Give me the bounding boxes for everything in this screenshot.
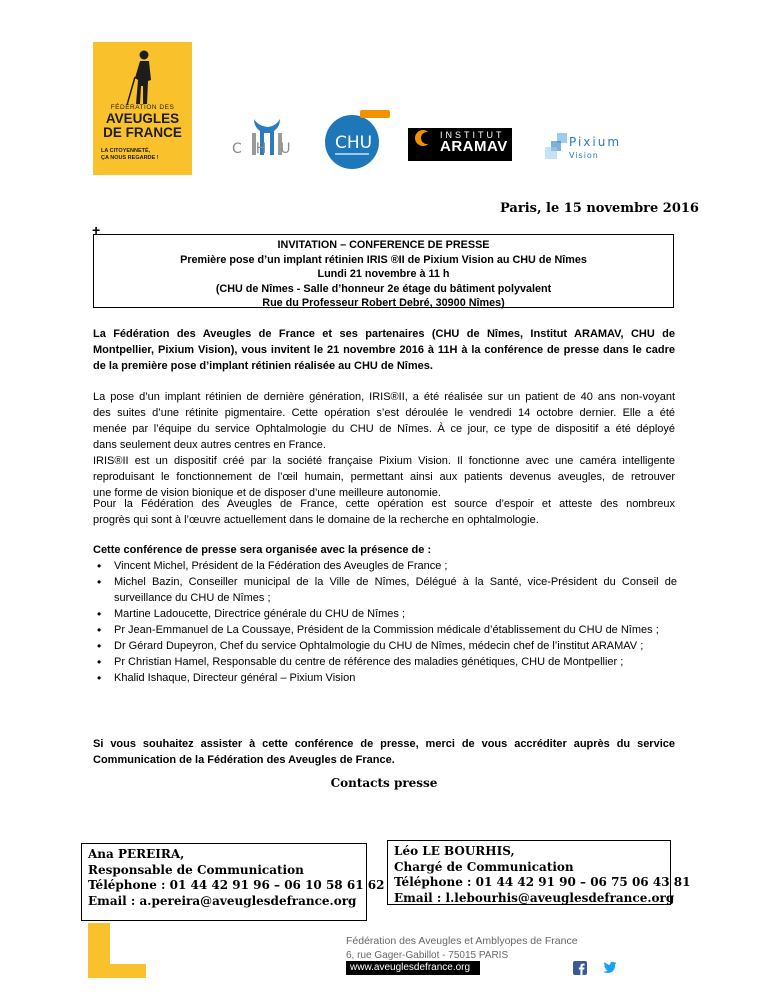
list-item: • Michel Bazin, Conseiller municipal de la Ville de Nîmes, Délégué à la Santé, vice-Président du Conseil de surveillance du CHU de Nîmes ; <box>93 574 677 606</box>
aramav-logo: INSTITUT ARAMAV <box>408 128 512 161</box>
footer-logo-mark <box>88 964 146 978</box>
facebook-icon[interactable] <box>573 961 587 975</box>
contact-role: Chargé de Communication <box>394 859 574 874</box>
svg-text:CHU: CHU <box>335 133 373 153</box>
participants-section <box>93 542 677 686</box>
contact-box-lebourhis <box>387 840 691 905</box>
contact-name: Ana PEREIRA, <box>88 847 185 861</box>
contact-name: Léo LE BOURHIS, <box>394 844 515 858</box>
svg-text:Vision: Vision <box>569 151 599 160</box>
list-item: • Khalid Ishaque, Directeur général – Pixium Vision <box>93 670 677 686</box>
fdaf-line1: FÉDÉRATION DES <box>110 104 175 111</box>
intro-paragraph: La Fédération des Aveugles de France et ses partenaires (CHU de Nîmes, Institut ARAMAV, CHU de Montpellier, Pixium Vision), vous invitent le 21 novembre 2016 à 11H à la conférence de presse dans le cadre de la première pose d’implant rétinien réalisée au CHU de Nîmes. <box>93 328 675 372</box>
contact-email[interactable]: Email : a.pereira@aveuglesdefrance.org <box>88 893 357 908</box>
blind-person-icon <box>125 50 161 106</box>
invitation-title: INVITATION – CONFERENCE DE PRESSE <box>277 239 490 251</box>
list-item: • Pr Christian Hamel, Responsable du centre de référence des maladies génétiques, CHU de Montpellier ; <box>93 654 677 670</box>
participants-heading: Cette conférence de presse sera organisée avec la présence de : <box>93 544 432 556</box>
invitation-address: Rue du Professeur Robert Debré, 30900 Nîmes) <box>262 297 505 309</box>
accreditation-paragraph: Si vous souhaitez assister à cette conférence de presse, merci de vous accréditer auprès du service Communication de la Fédération des Aveugles de France. <box>93 738 675 766</box>
list-item: • Dr Gérard Dupeyron, Chef du service Ophtalmologie du CHU de Nîmes, médecin chef de l’institut ARAMAV ; <box>93 638 677 654</box>
list-item: • Pr Jean-Emmanuel de La Coussaye, Président de la Commission médicale d’établissement du CHU de Nîmes ; <box>93 622 677 638</box>
contact-phone: Téléphone : 01 44 42 91 90 – 06 75 06 43 81 <box>394 875 691 889</box>
contact-box-pereira <box>81 843 385 921</box>
chu-montpellier-logo <box>314 108 393 170</box>
body-paragraph-2: Pour la Fédération des Aveugles de France, cette opération est source d’espoir et atteste des nombreux progrès qui sont à l’œuvre actuellement dans le domaine de la recherche en ophtalmologie. <box>93 498 675 526</box>
body-paragraph-1: La pose d’un implant rétinien de dernière génération, IRIS®II, a été réalisée sur un patient de 40 ans non-voyant des suites d’une rétinite pigmentaire. Cette opération s’est déroulée le vendredi 14 octobre dernier. Elle a été menée par l’équipe du service Ophtalmologie du CHU de Nîmes. À ce jour, ce type de dispositif a été déployé dans seulement deux autres centres en France. IRIS®II est un dispositif créé par la société française Pixium Vision. Il fonctionne avec une caméra intelligente reproduisant le fonctionnement de l’œil humain, permettant ainsi aux patients devenus aveugles, de retrouver une forme de vision bionique et de disposer d’une meilleure autonomie. <box>93 391 675 499</box>
plus-sign: + <box>92 222 101 238</box>
contacts-title: Contacts presse <box>330 776 438 790</box>
footer-website-link[interactable]: www.aveuglesdefrance.org <box>346 961 480 975</box>
contact-email[interactable]: Email : l.lebourhis@aveuglesdefrance.org <box>394 890 675 905</box>
invitation-subject: Première pose d’un implant rétinien IRIS ®II de Pixium Vision au CHU de Nîmes <box>180 253 587 266</box>
svg-text:Pixium: Pixium <box>569 135 622 149</box>
fdaf-logo <box>93 42 192 175</box>
document-date: Paris, le 15 novembre 2016 <box>500 201 699 216</box>
chu-nimes-logo <box>224 117 309 160</box>
participants-list <box>93 558 677 686</box>
invitation-location: (CHU de Nîmes - Salle d’honneur 2e étage du bâtiment polyvalent <box>215 282 552 295</box>
list-item: • Martine Ladoucette, Directrice générale du CHU de Nîmes ; <box>93 606 677 622</box>
fdaf-name: AVEUGLES DE FRANCE <box>103 111 182 140</box>
fdaf-slogan: LA CITOYENNETÉ, ÇA NOUS REGARDE ! <box>101 148 159 161</box>
footer-org-name: Fédération des Aveugles et Amblyopes de France <box>346 935 578 947</box>
list-item: • Vincent Michel, Président de la Fédération des Aveugles de France ; <box>93 558 677 574</box>
contact-role: Responsable de Communication <box>88 862 304 877</box>
twitter-icon[interactable] <box>601 961 617 975</box>
pixium-vision-logo <box>543 133 633 161</box>
footer-address: 6, rue Gager-Gabillot - 75015 PARIS <box>346 950 509 961</box>
svg-text:CHU: CHU <box>232 141 305 157</box>
contact-phone: Téléphone : 01 44 42 91 96 – 06 10 58 61 62 <box>88 878 385 892</box>
invitation-date: Lundi 21 novembre à 11 h <box>317 268 450 280</box>
invitation-box <box>93 234 674 308</box>
